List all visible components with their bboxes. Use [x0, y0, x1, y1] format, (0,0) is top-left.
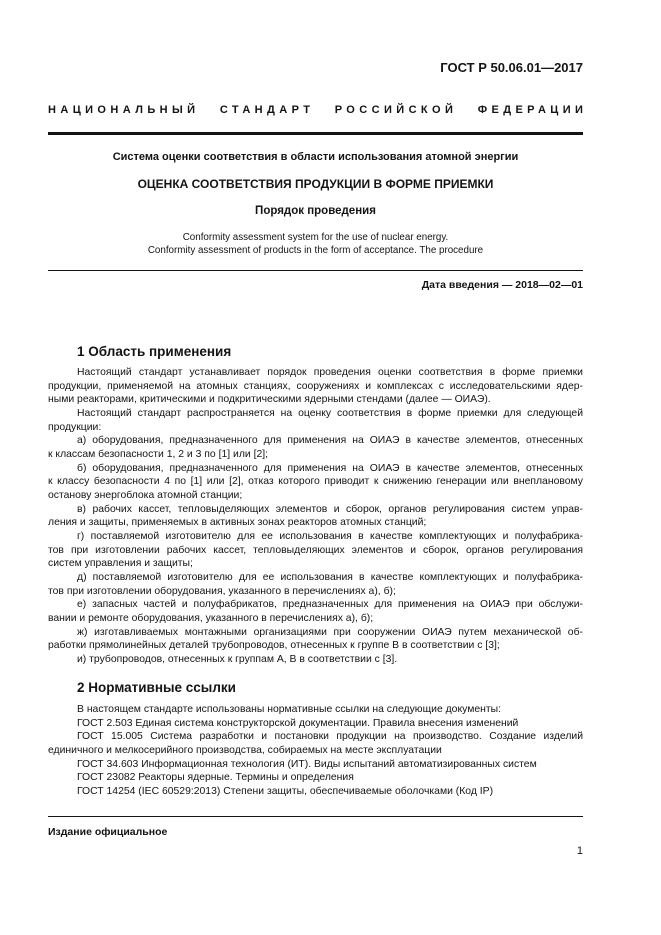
text-line: б) оборудования, предназначенного для применения на ОИАЭ в качестве элементов, отнесенных — [77, 462, 583, 474]
section-body-scope — [48, 366, 583, 667]
paragraph — [48, 730, 583, 757]
edition-note: Издание официальное — [48, 826, 168, 838]
text-line: д) поставляемой изготовителю для ее использования в качестве комплектующих и полуфабрика- — [77, 572, 583, 584]
document-number: ГОСТ Р 50.06.01—2017 — [440, 60, 583, 75]
text-line: Настоящий стандарт устанавливает порядок проведения оценки соответствия в форме приемки — [77, 367, 583, 378]
paragraph — [48, 785, 583, 799]
text-line: Настоящий стандарт распространяется на оценку соответствия в форме приемки для следующей — [77, 408, 583, 420]
text-line: ж) изготавливаемых монтажными организациями при сооружении ОИАЭ путем механической об- — [77, 626, 583, 638]
paragraph — [48, 571, 583, 598]
text-line: ГОСТ 2.503 Единая система конструкторской документации. Правила внесения изменений — [77, 717, 519, 729]
text-line: а) оборудования, предназначенного для применения на ОИАЭ в качестве элементов, отнесенных — [77, 435, 583, 447]
text-line: ГОСТ 34.603 Информационная технология (ИТ). Виды испытаний автоматизированных систем — [77, 758, 537, 770]
effective-date: Дата введения — 2018—02—01 — [421, 279, 583, 291]
national-title-word: РОССИЙСКОЙ — [334, 104, 458, 116]
english-title-line: Conformity assessment of products in the form of acceptance. The procedure — [147, 245, 484, 256]
national-title-word: ФЕДЕРАЦИИ — [477, 104, 588, 116]
paragraph — [48, 366, 583, 407]
national-title-word: СТАНДАРТ — [219, 104, 315, 116]
text-line: единичного и мелкосерийного производства, собираемых на месте эксплуатации — [48, 745, 442, 757]
paragraph — [48, 407, 583, 434]
text-line: ления и защиты, применяемых в активных зонах реакторов атомных станций; — [48, 517, 427, 529]
text-line: к классу безопасности 4 по [1] или [2], отказ которого приводит к снижению генерации или внеплановому — [48, 476, 583, 488]
paragraph — [48, 598, 583, 625]
standard-subtitle: Порядок проведения — [255, 205, 376, 217]
text-line: тов при изготовлении оборудования, указанного в перечислениях а), б); — [48, 585, 396, 597]
national-title-word: НАЦИОНАЛЬНЫЙ — [48, 104, 200, 116]
page-number: 1 — [576, 845, 583, 857]
paragraph — [48, 503, 583, 530]
paragraph — [48, 653, 583, 667]
text-line: продукции: — [48, 421, 102, 433]
paragraph — [48, 462, 583, 503]
section-heading-references: 2 Нормативные ссылки — [77, 680, 236, 695]
paragraph — [48, 771, 583, 785]
text-line: г) поставляемой изготовителю для ее использования в качестве комплектующих и полуфабрика- — [77, 531, 583, 543]
paragraph — [48, 717, 583, 731]
paragraph — [48, 434, 583, 461]
text-line: вании и ремонте оборудования, указанного в перечислениях а), б); — [48, 613, 374, 625]
text-line: и) трубопроводов, отнесенных к группам А, В в соответствии с [3]. — [77, 654, 398, 666]
text-line: работки прямолинейных деталей трубопроводов, отнесенных к группе В в соответствии с [3]; — [48, 640, 500, 652]
text-line: ными реакторами, критическими и подкритическими ядерными стендами (далее — ОИАЭ). — [48, 394, 491, 406]
footer-rule — [48, 816, 583, 817]
header-rule — [48, 132, 583, 135]
system-title: Система оценки соответствия в области использования атомной энергии — [112, 151, 519, 163]
text-line: ГОСТ 14254 (IEC 60529:2013) Степени защиты, обеспечиваемые оболочками (Код IP) — [77, 786, 494, 798]
standard-title: ОЦЕНКА СООТВЕТСТВИЯ ПРОДУКЦИИ В ФОРМЕ ПРИЕМКИ — [137, 177, 494, 191]
text-line: ГОСТ 23082 Реакторы ядерные. Термины и определения — [77, 772, 354, 784]
paragraph — [48, 530, 583, 571]
section-body-references — [48, 703, 583, 799]
paragraph — [48, 758, 583, 772]
english-title-line: Conformity assessment system for the use of nuclear energy. — [182, 232, 449, 243]
text-line: ГОСТ 15.005 Система разработки и постановки продукции на производство. Создание изделий — [77, 731, 583, 743]
text-line: е) запасных частей и полуфабрикатов, предназначенных для применения на ОИАЭ при обслужи- — [77, 599, 583, 611]
text-line: в) рабочих кассет, тепловыделяющих элементов и сборок, органов регулирования систем управ- — [77, 503, 583, 515]
national-standard-title — [48, 103, 588, 117]
paragraph — [48, 703, 583, 717]
english-title — [48, 231, 583, 257]
text-line: В настоящем стандарте использованы нормативные ссылки на следующие документы: — [77, 704, 501, 715]
paragraph — [48, 626, 583, 653]
text-line: тов при изготовлении рабочих кассет, тепловыделяющих элементов и сборок, органов регулирования — [48, 544, 583, 556]
text-line: систем управления и защиты; — [48, 558, 193, 570]
title-rule — [48, 270, 583, 271]
text-line: останову энергоблока атомной станции; — [48, 490, 243, 502]
section-heading-scope: 1 Область применения — [77, 344, 232, 359]
text-line: к классам безопасности 1, 2 и 3 по [1] или [2]; — [48, 449, 269, 461]
text-line: продукции, применяемой на атомных станциях, сооружениях и комплексах с исследовательскими ядер- — [48, 380, 583, 392]
